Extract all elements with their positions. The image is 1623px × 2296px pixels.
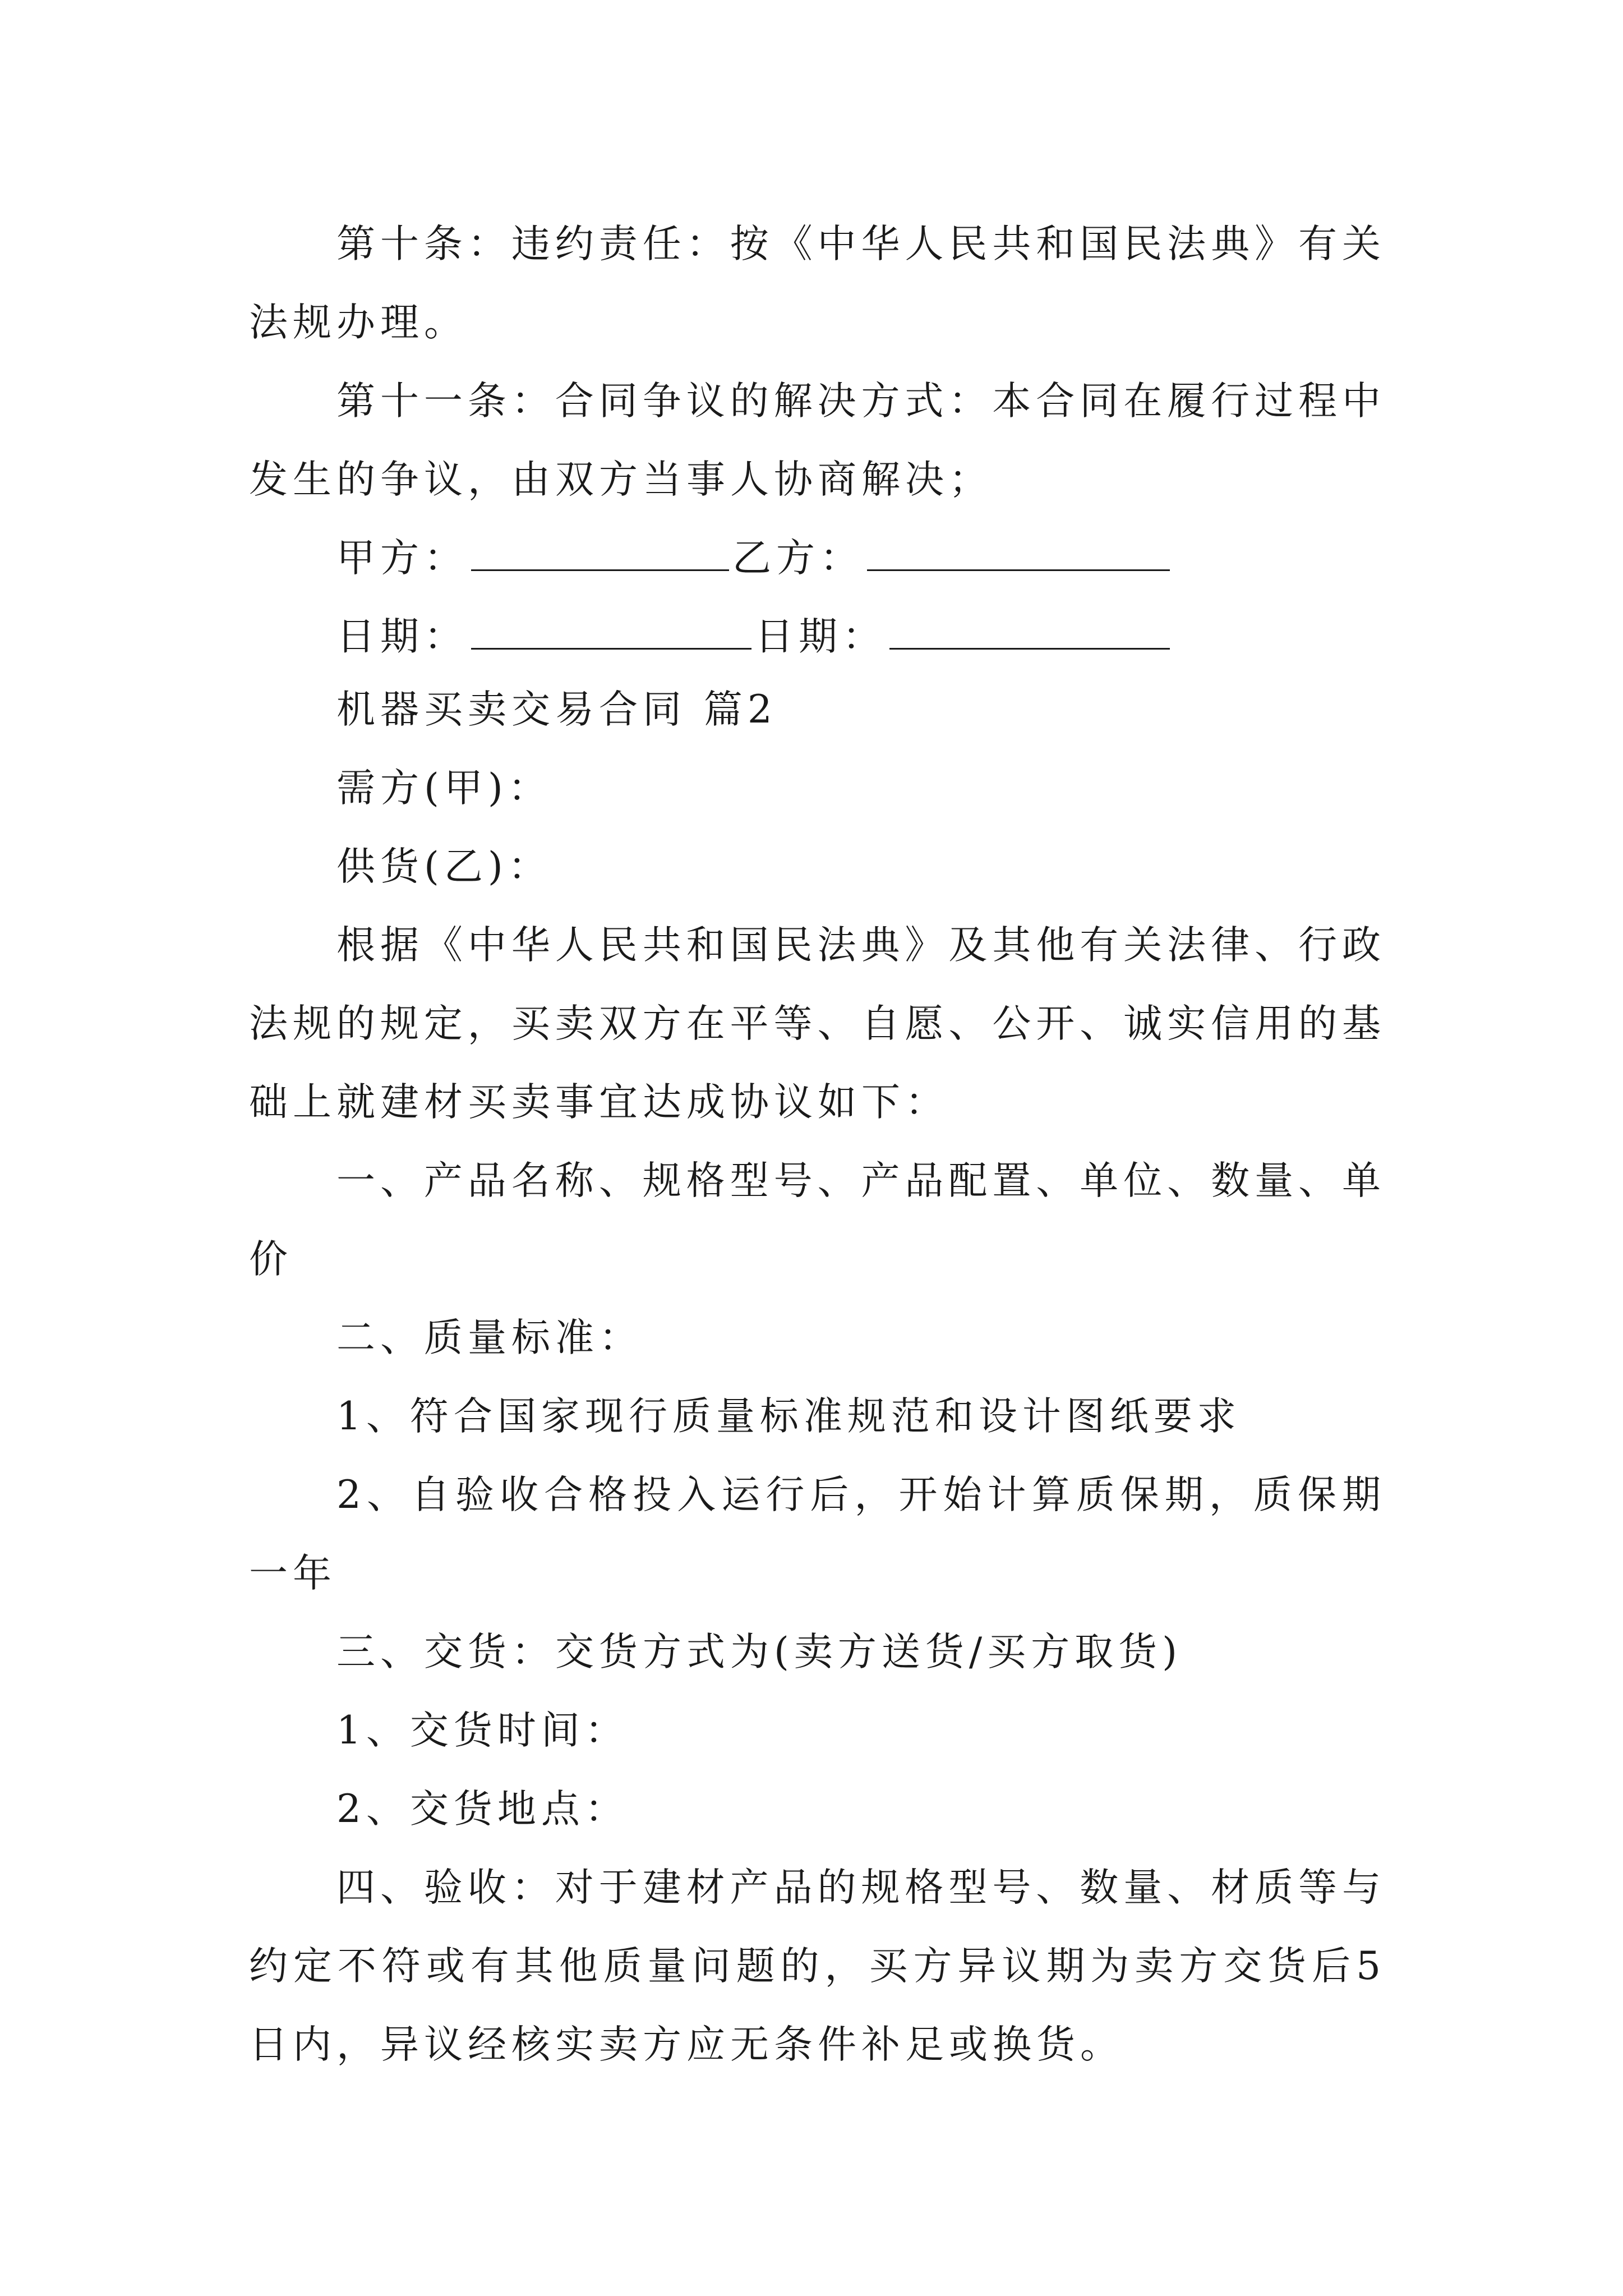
- paragraph-line: 日内，异议经核实卖方应无条件补足或换货。: [249, 2022, 1124, 2067]
- party-b-blank: [867, 535, 1170, 571]
- signature-parties-row: [336, 530, 1173, 586]
- supplier-line: 供货(乙)：: [336, 844, 552, 889]
- date-b-label: 日期：: [755, 614, 886, 659]
- section-heading: 机器买卖交易合同 篇2: [336, 687, 777, 732]
- paragraph-line: 1、交货时间：: [336, 1708, 629, 1753]
- paragraph-line: 第十条：违约责任：按《中华人民共和国民法典》有关: [336, 222, 1381, 266]
- paragraph-line: 四、验收：对于建材产品的规格型号、数量、材质等与: [336, 1865, 1381, 1910]
- party-b-label: 乙方：: [732, 536, 864, 581]
- paragraph-line: 2、交货地点：: [336, 1787, 629, 1832]
- date-b-blank: [889, 613, 1170, 650]
- signature-dates-row: [336, 609, 1173, 665]
- paragraph-line: 根据《中华人民共和国民法典》及其他有关法律、行政: [336, 923, 1381, 968]
- paragraph-line: 2、自验收合格投入运行后，开始计算质保期，质保期: [336, 1473, 1381, 1517]
- paragraph-line: 价: [249, 1237, 293, 1282]
- paragraph-line: 二、质量标准：: [336, 1315, 643, 1360]
- paragraph-line: 1、符合国家现行质量标准规范和设计图纸要求: [336, 1394, 1241, 1439]
- paragraph-line: 法规办理。: [249, 300, 468, 345]
- party-a-blank: [471, 535, 729, 571]
- date-a-label: 日期：: [336, 614, 468, 659]
- paragraph-line: 一年: [249, 1551, 336, 1596]
- party-a-label: 甲方：: [336, 536, 468, 581]
- paragraph-line: 约定不符或有其他质量问题的，买方异议期为卖方交货后5: [249, 1944, 1381, 1989]
- buyer-line: 需方(甲)：: [336, 766, 552, 811]
- paragraph-line: 础上就建材买卖事宜达成协议如下：: [249, 1080, 949, 1125]
- date-a-blank: [471, 613, 751, 650]
- paragraph-line: 三、交货：交货方式为(卖方送货/买方取货): [336, 1630, 1183, 1674]
- paragraph-line: 第十一条：合同争议的解决方式：本合同在履行过程中: [336, 379, 1381, 424]
- paragraph-line: 法规的规定，买卖双方在平等、自愿、公开、诚实信用的基: [249, 1001, 1381, 1046]
- paragraph-line: 发生的争议，由双方当事人协商解决；: [249, 457, 993, 502]
- paragraph-line: 一、产品名称、规格型号、产品配置、单位、数量、单: [336, 1158, 1381, 1203]
